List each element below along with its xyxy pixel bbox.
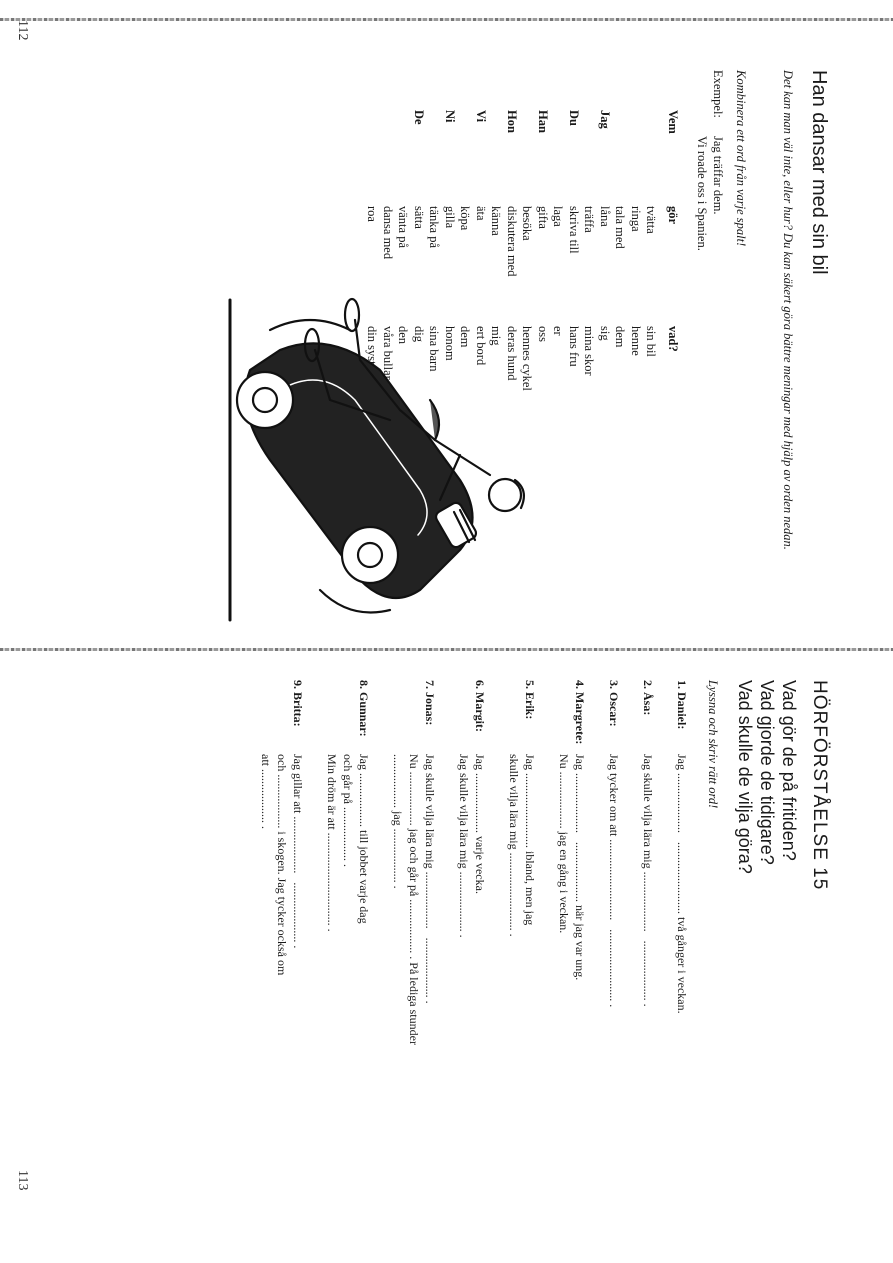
fill-in-line[interactable]: skulle vilja lära mig .......................... . (507, 754, 521, 937)
table-row (581, 110, 597, 416)
table-row (535, 110, 551, 416)
cell-what: dem (613, 326, 628, 348)
exercise-item (390, 680, 438, 1220)
section-title: HÖRFÖRSTÅELSE 15 (809, 680, 830, 891)
page-fold-rule (0, 648, 893, 651)
exercise-lines (606, 754, 622, 1220)
fill-in-line[interactable]: Jag .................... .................... när jag var ung. (573, 754, 587, 981)
cell-who (364, 110, 380, 206)
example-label: Exempel: (711, 70, 725, 118)
table-row (628, 110, 644, 416)
speaker-name: 8. Gunnar: (357, 680, 371, 737)
fill-in-line[interactable]: och .................. i skogen. Jag tycker också om (275, 754, 289, 976)
example-block (694, 70, 726, 251)
cell-what: mig (489, 326, 504, 346)
fill-in-line[interactable]: Jag .................... ........................ två gånger i veckan. (675, 754, 689, 1014)
fill-in-line[interactable]: Jag ......................... ibland, men jag (523, 754, 537, 926)
cell-what: ert bord (474, 326, 488, 366)
header-what: vad? (666, 326, 680, 352)
cell-who (581, 110, 597, 206)
task-text: Kombinera ett ord från varje spalt! (734, 70, 748, 247)
table-row (643, 110, 659, 416)
cell-who: Ni (443, 110, 457, 123)
cell-verb: känna (489, 206, 504, 236)
exercise-item (674, 680, 690, 1220)
exercise-item (606, 680, 622, 1220)
speaker-name: 3. Oscar: (607, 680, 621, 727)
fill-in-line[interactable]: Jag tycker om att ........................... ........................ . (607, 754, 621, 1008)
exercise-lines (640, 754, 656, 1220)
table-row (566, 110, 582, 416)
car-dancer-illustration (200, 290, 530, 630)
exercise-lines (258, 754, 306, 1220)
speaker-name: 5. Erik: (523, 680, 537, 720)
cell-who (488, 110, 504, 206)
cell-what: oss (536, 326, 550, 342)
cell-what: mina skor (582, 326, 597, 376)
exercise-item (506, 680, 538, 1220)
cell-verb: laga (551, 206, 566, 227)
cell-who: Hon (505, 110, 519, 133)
cell-who (426, 110, 442, 206)
cell-verb: sätta (412, 206, 426, 229)
cell-verb: besöka (520, 206, 535, 241)
cell-who (519, 110, 535, 206)
fill-in-line[interactable]: Jag gillar att ................... .................... . (291, 754, 305, 949)
cell-verb: roa (365, 206, 380, 222)
exercise-list (240, 680, 690, 1220)
speaker-name: 6. Margit: (473, 680, 487, 732)
fill-in-line[interactable]: Nu ................... jag en gång i veckan. (557, 754, 571, 934)
speaker-name: 9. Britta: (291, 680, 305, 727)
cell-what: den (396, 326, 411, 345)
cell-verb: köpa (458, 206, 473, 231)
cell-what: dem (458, 326, 473, 348)
cell-who: De (412, 110, 426, 125)
exercise-item (258, 680, 306, 1220)
cell-what: våra bullar (381, 326, 395, 380)
speaker-name: 7. Jonas: (423, 680, 437, 726)
fill-in-line[interactable]: .................. jag .................. . (391, 754, 405, 889)
exercise-lines (456, 754, 488, 1220)
exercise-item (456, 680, 488, 1220)
question: Vad skulle de vilja göra? (735, 680, 755, 874)
cell-verb: gifta (536, 206, 550, 229)
header-who: Vem (666, 110, 680, 134)
question: Vad gör de på fritiden? (779, 680, 799, 861)
cell-verb: vänta på (396, 206, 411, 248)
exercise-lines (556, 754, 588, 1220)
cell-verb: tala med (613, 206, 628, 249)
speaker-name: 1. Daniel: (675, 680, 689, 730)
table-header-row (659, 110, 681, 416)
cell-what: sig (598, 326, 612, 341)
cell-who (643, 110, 659, 206)
cell-who: Du (567, 110, 581, 126)
page-title: Han dansar med sin bil (808, 70, 830, 275)
fill-in-line[interactable]: Jag .................. till jobbet varje dag (357, 754, 371, 924)
cell-what: din syster (365, 326, 380, 375)
fill-in-line[interactable]: Jag skulle vilja lära mig .................... . (457, 754, 471, 938)
speaker-name: 2. Åsa: (641, 680, 655, 716)
exercise-lines (390, 754, 438, 1220)
cell-verb: äta (474, 206, 488, 221)
exercise-item (324, 680, 372, 1220)
cell-what: sina barn (427, 326, 442, 372)
cell-who: Han (536, 110, 550, 133)
question: Vad gjorde de tidigare? (757, 680, 777, 865)
page-number: 113 (15, 1170, 30, 1191)
cell-verb: tänka på (427, 206, 442, 248)
cell-who (628, 110, 644, 206)
table-row (597, 110, 613, 416)
fill-in-line[interactable]: och går på .................. . (341, 754, 355, 867)
fill-in-line[interactable]: att .................. . (259, 754, 273, 829)
cell-what: er (551, 326, 566, 336)
cell-verb: ringa (629, 206, 643, 232)
cell-verb: träffa (582, 206, 597, 233)
cell-who (395, 110, 411, 206)
fill-in-line[interactable]: Jag skulle vilja lära mig .................... .................... . (641, 754, 655, 1007)
table-row (612, 110, 628, 416)
table-row (550, 110, 566, 416)
cell-who (612, 110, 628, 206)
fill-in-line[interactable]: Min dröm är att ............................... . (325, 754, 339, 932)
cell-who (550, 110, 566, 206)
cell-who: Jag (598, 110, 612, 129)
cell-what: hennes cykel (520, 326, 535, 391)
page-number: 112 (15, 20, 30, 41)
cell-who (380, 110, 396, 206)
question-list (734, 680, 800, 874)
cell-who: Vi (474, 110, 488, 123)
cell-verb: tvätta (644, 206, 659, 234)
exercise-item (640, 680, 656, 1220)
intro-text: Det kan man väl inte, eller hur? Du kan säkert göra bättre meningar med hjälp av orden nedan. (781, 70, 795, 550)
cell-what: dig (412, 326, 426, 342)
cell-verb: gilla (443, 206, 457, 229)
speaker-name: 4. Margrete: (573, 680, 587, 745)
page-edge-rule-top (0, 18, 893, 21)
cell-verb: låna (598, 206, 612, 227)
left-page (15, 20, 830, 620)
exercise-lines (674, 754, 690, 1220)
cell-what: sin bil (644, 326, 659, 357)
header-verb: gör (666, 206, 680, 225)
cell-verb: dansa med (381, 206, 395, 260)
right-page (15, 680, 830, 1220)
instruction-text: Lyssna och skriv rätt ord! (706, 680, 720, 809)
exercise-lines (324, 754, 372, 1220)
cell-what: hans fru (567, 326, 581, 367)
exercise-item (556, 680, 588, 1220)
cell-what: deras hund (505, 326, 519, 381)
cell-what: henne (629, 326, 643, 356)
cell-verb: skriva till (567, 206, 581, 254)
cell-who (457, 110, 473, 206)
cell-what: honom (443, 326, 457, 361)
example-line: Jag träffar dem. (711, 136, 725, 215)
cell-verb: diskutera med (505, 206, 519, 277)
fill-in-line[interactable]: Nu .................. jag och går på .................. . På lediga stunder (407, 754, 421, 1045)
exercise-lines (506, 754, 538, 1220)
example-line: Vi roade oss i Spanien. (695, 136, 709, 251)
fill-in-line[interactable]: Jag skulle vilja lära mig ................... .................... . (423, 754, 437, 1004)
fill-in-line[interactable]: Jag .................... varje vecka. (473, 754, 487, 894)
